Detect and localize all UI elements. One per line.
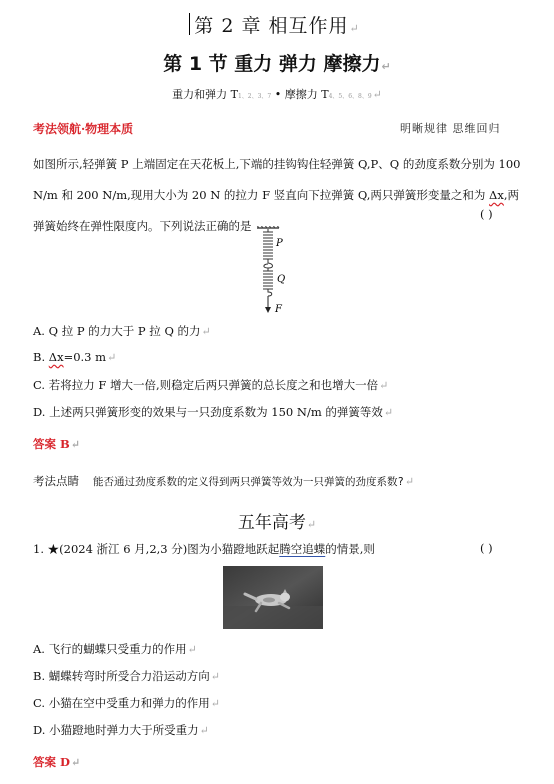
- label-p: P: [276, 238, 283, 249]
- return-mark-icon: ↵: [306, 518, 317, 531]
- cat-photo: [223, 566, 323, 629]
- answer-blank: ( ): [480, 207, 493, 221]
- return-mark-icon: ↵: [199, 724, 209, 737]
- answer-1: 答案 B↵: [33, 437, 80, 451]
- option-d: D. 上述两只弹簧形变的效果与一只劲度系数为 150 N/m 的弹簧等效↵: [33, 405, 394, 419]
- return-mark-icon: ↵: [210, 670, 220, 683]
- question-2-stem: 1. ★(2024 浙江 6 月,2,3 分)图为小猫蹬地跃起腾空追蝶的情景,则: [33, 542, 375, 556]
- answer-blank: ( ): [480, 541, 493, 555]
- q2-option-a: A. 飞行的蝴蝶只受重力的作用↵: [33, 642, 197, 656]
- section-subtitle: 重力和弹力 T1、2、3、7 • 摩擦力 T4、5、6、8、9↵: [172, 88, 382, 101]
- section-heading-right: 明晰规律 思维回归: [400, 122, 501, 135]
- spring-p: [263, 229, 273, 268]
- question-stem: 如图所示,轻弹簧 P 上端固定在天花板上,下端的挂钩钩住轻弹簧 Q,P、Q 的劲度系数分别为 100 N/m 和 200 N/m,现用大小为 20 N 的拉力 F 竖直向下拉弹簧 Q,两只弹簧形变量之和为 Δx,两弹簧始终在弹性限度内。下列说法正确的是: [33, 157, 521, 233]
- force-arrow: [265, 296, 271, 313]
- return-mark-icon: ↵: [107, 351, 117, 364]
- return-mark-icon: ↵: [70, 438, 80, 451]
- option-a: A. Q 拉 P 的力大于 P 拉 Q 的力↵: [33, 324, 211, 338]
- tip-line: 考法点睛 能否通过劲度系数的定义得到两只弹簧等效为一只弹簧的劲度系数?↵: [33, 474, 415, 488]
- return-mark-icon: ↵: [349, 22, 360, 35]
- chapter-title: 第 2 章 相互作用↵: [194, 15, 360, 37]
- spring-figure: [250, 226, 310, 316]
- section-heading: 考法领航·物理本质: [33, 122, 134, 136]
- option-b: B. Δx=0.3 m↵: [33, 350, 117, 364]
- return-mark-icon: ↵: [70, 756, 81, 769]
- answer-2: 答案 D↵: [33, 755, 81, 769]
- return-mark-icon: ↵: [210, 697, 220, 710]
- label-f: F: [275, 304, 282, 315]
- section-title: 第 1 节 重力 弹力 摩擦力↵: [163, 53, 391, 75]
- option-c: C. 若将拉力 F 增大一倍,则稳定后两只弹簧的总长度之和也增大一倍↵: [33, 378, 389, 392]
- q2-option-c: C. 小猫在空中受重力和弹力的作用↵: [33, 696, 220, 710]
- return-mark-icon: ↵: [381, 60, 391, 73]
- return-mark-icon: ↵: [404, 475, 415, 488]
- ceiling: [256, 226, 279, 228]
- return-mark-icon: ↵: [187, 643, 197, 656]
- spring-q: [263, 268, 273, 296]
- q2-option-d: D. 小猫蹬地时弹力大于所受重力↵: [33, 723, 209, 737]
- star-icon: ★: [47, 542, 60, 556]
- q2-option-b: B. 蝴蝶转弯时所受合力沿运动方向↵: [33, 669, 220, 683]
- return-mark-icon: ↵: [201, 325, 211, 338]
- return-mark-icon: ↵: [372, 88, 382, 101]
- return-mark-icon: ↵: [379, 379, 389, 392]
- label-q: Q: [277, 274, 286, 285]
- return-mark-icon: ↵: [383, 406, 394, 419]
- five-year-heading: 五年高考↵: [237, 513, 317, 533]
